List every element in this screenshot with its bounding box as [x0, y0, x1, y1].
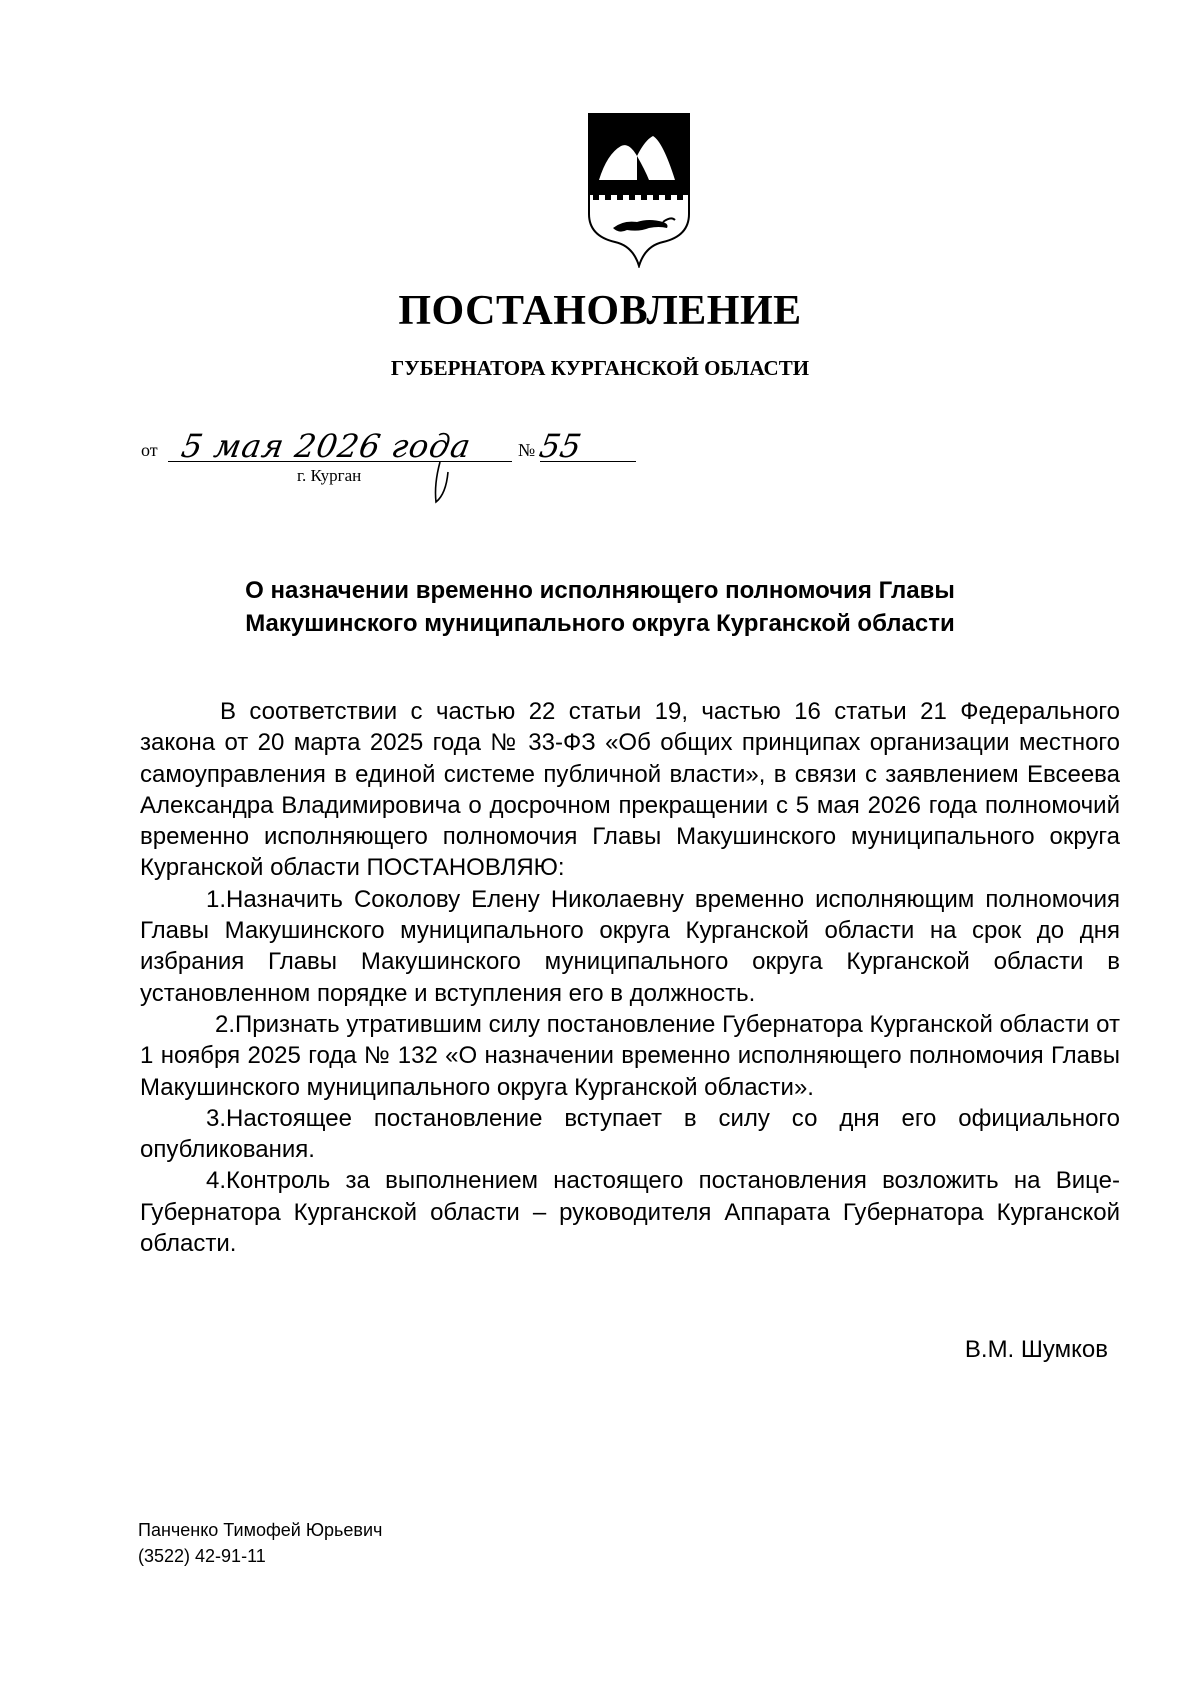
handwritten-date: 5 мая 2026 года — [178, 427, 475, 465]
preamble-paragraph: В соответствии с частью 22 статьи 19, частью 16 статьи 21 Федерального закона от 20 марта 2025 года № 33-ФЗ «Об общих принципах организации местного самоуправления в единой системе публичной власти», в связи с заявлением Евсеева Александра Владимировича о досрочном прекращении с 5 мая 2026 года полномочий временно исполняющего полномочия Главы Макушинского муниципального округа Курганской области ПОСТАНОВЛЯЮ: — [140, 698, 1120, 882]
handwritten-stroke — [430, 458, 460, 508]
document-body — [140, 696, 1120, 1259]
date-prefix: от — [141, 440, 158, 460]
page-title: ПОСТАНОВЛЕНИЕ — [398, 288, 802, 334]
page-subtitle: ГУБЕРНАТОРА КУРГАНСКОЙ ОБЛАСТИ — [390, 356, 810, 380]
executor-name: Панченко Тимофей Юрьевич — [138, 1520, 383, 1540]
item-1-paragraph: 1.Назначить Соколову Елену Николаевну временно исполняющим полномочия Главы Макушинского муниципального округа Курганской области на срок до дня избрания Главы Макушинского муниципального округа Курганской области в установленном порядке и вступления его в должность. — [140, 885, 1120, 1007]
item-4-paragraph: 4.Контроль за выполнением настоящего постановления возложить на Вице-Губернатора Курганской области – руководителя Аппарата Губернатора Курганской области. — [140, 1167, 1120, 1258]
item-2-paragraph: 2.Признать утратившим силу постановление Губернатора Курганской области от 1 ноября 2025 года № 132 «О назначении временно исполняющего полномочия Главы Макушинского муниципального округа Курганской области». — [140, 1010, 1120, 1101]
document-heading — [120, 574, 1080, 640]
executor-phone: (3522) 42-91-11 — [138, 1546, 266, 1566]
handwritten-number: 55 — [536, 427, 585, 465]
place-label: г. Курган — [297, 466, 362, 485]
heading-line: Макушинского муниципального округа Курганской области — [245, 610, 955, 637]
heading-line: О назначении временно исполняющего полномочия Главы — [245, 577, 955, 604]
coat-of-arms-icon — [583, 110, 695, 268]
item-3-paragraph: 3.Настоящее постановление вступает в силу со дня его официального опубликования. — [140, 1104, 1120, 1164]
number-prefix: № — [518, 440, 536, 460]
signatory-name: В.М. Шумков — [964, 1336, 1108, 1363]
